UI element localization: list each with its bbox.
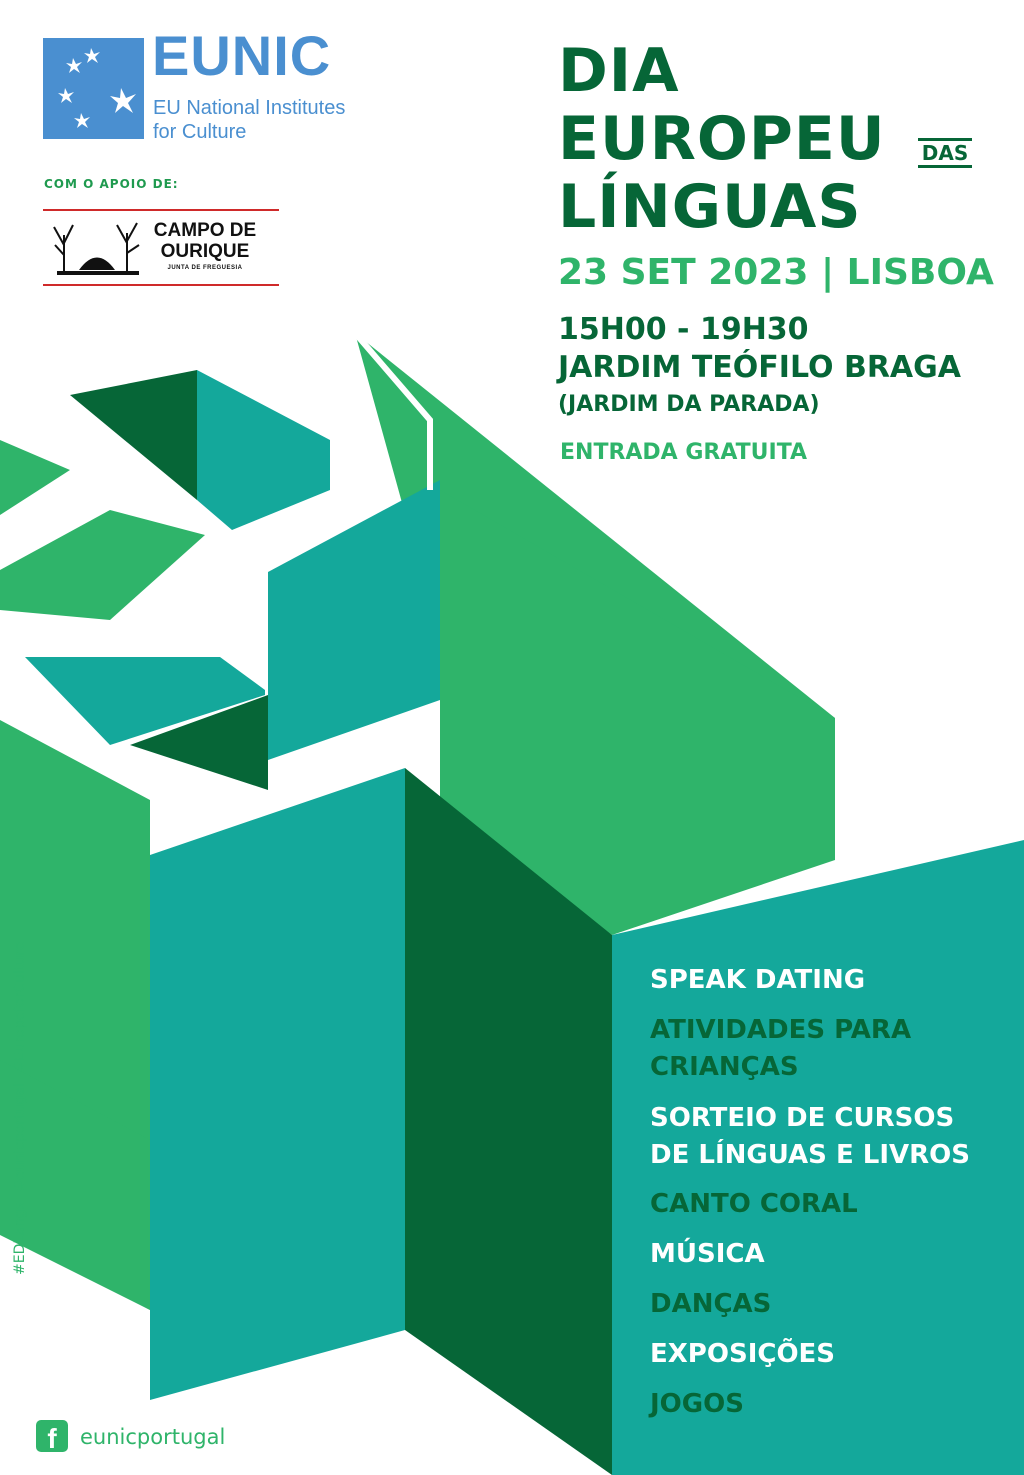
- eunic-wordmark: EUNIC: [152, 24, 332, 87]
- partner-trees-icon: [49, 215, 145, 279]
- event-venue-subtitle: (JARDIM DA PARADA): [558, 392, 820, 417]
- activity-item: JOGOS: [650, 1389, 744, 1419]
- facebook-handle[interactable]: eunicportugal: [80, 1425, 226, 1449]
- partner-name-line1: CAMPO DE: [153, 220, 257, 241]
- activity-item: CRIANÇAS: [650, 1052, 799, 1082]
- activity-item: ATIVIDADES PARA: [650, 1015, 912, 1045]
- eunic-subtitle-line1: EU National Institutes: [153, 97, 346, 119]
- activity-item: SPEAK DATING: [650, 965, 866, 995]
- activity-item: EXPOSIÇÕES: [650, 1339, 836, 1369]
- activity-item: MÚSICA: [650, 1239, 765, 1269]
- partner-subtitle: JUNTA DE FREGUESIA: [167, 265, 243, 271]
- eunic-subtitle: [153, 96, 345, 144]
- title-small-word: DAS: [918, 138, 972, 168]
- activity-item: DE LÍNGUAS E LIVROS: [650, 1140, 970, 1170]
- event-date: 23 SET 2023 | LISBOA: [558, 252, 994, 293]
- eunic-logo-mark: [43, 38, 144, 139]
- partner-name: [138, 220, 272, 262]
- eunic-subtitle-line2: for Culture: [153, 121, 247, 143]
- activity-item: DANÇAS: [650, 1289, 772, 1319]
- event-time: 15H00 - 19H30: [558, 312, 809, 347]
- event-entry: ENTRADA GRATUITA: [560, 440, 808, 465]
- activity-item: CANTO CORAL: [650, 1189, 858, 1219]
- title-line3: LÍNGUAS: [558, 172, 862, 242]
- title-line2: EUROPEU: [558, 104, 886, 174]
- hashtags: #EDLangs #eunicportugal #EuropeforCulture: [12, 941, 28, 1275]
- partner-name-line2: OURIQUE: [160, 241, 250, 262]
- stars-icon: [43, 38, 144, 139]
- facebook-icon[interactable]: f: [36, 1420, 68, 1452]
- event-venue: JARDIM TEÓFILO BRAGA: [558, 350, 961, 385]
- title-line1: DIA: [558, 36, 680, 106]
- activity-item: SORTEIO DE CURSOS: [650, 1103, 955, 1133]
- support-label: COM O APOIO DE:: [44, 177, 179, 191]
